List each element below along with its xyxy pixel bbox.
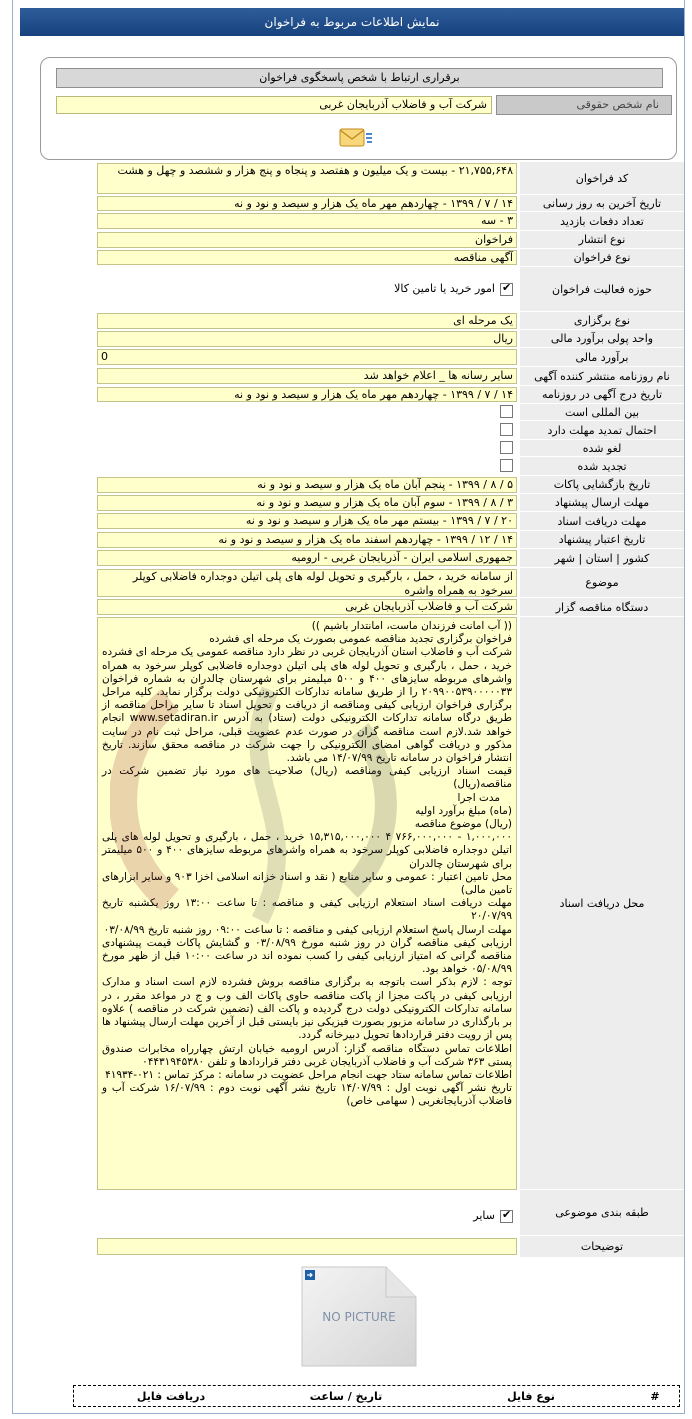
label-extension: احتمال تمدید مهلت دارد: [520, 421, 684, 440]
category-text: سایر: [473, 1209, 495, 1222]
window-title: نمایش اطلاعات مربوط به فراخوان: [20, 8, 684, 36]
description-line: مهلت ارسال پاسخ استعلام ارزیابی کیفی و مناقصه : تا ساعت ۰۹:۰۰ روز شنبه تاریخ ۰۳/۰۸/۹۹: [103, 923, 512, 936]
label-submit-deadline: مهلت ارسال پیشنهاد: [520, 494, 684, 512]
files-col-index: #: [650, 1389, 660, 1403]
description-line: (ماه) مبلغ برآورد اولیه: [415, 804, 512, 817]
doc-place-description: [97, 617, 517, 1190]
value-submit-deadline: ۳ / ۸ / ۱۳۹۹ - سوم آبان ماه یک هزار و سیصد و نود و نه: [97, 495, 517, 511]
category-checkbox[interactable]: [500, 1210, 513, 1223]
label-renewed: تجدید شده: [520, 457, 684, 476]
description-line: شرکت آب و فاضلاب استان آذربایجان غربی در نظر دارد مناقصه عمومی یک مرحله ای فشرده خرید ، حمل ، بارگیری و تحویل لوله های پلی اتیلن دوجداره فاضلابی کوپلر سرخود به همراه واشرهای مربوطه سایزهای ۴۰۰ و ۵۰۰ میلیمتر برای شهرستان چالدران به شماره فراخوان ۲۰۹۹۰۰۵۳۹۰۰۰۰۰۳۳ را از طریق سامانه تدارکات الکترونیکی دولت برگزار نماید. کلیه مراحل برگزاری فراخوان ارزیابی کیفی ومناقصه از دریافت و تحویل اسناد تا سایر مراحل مناقصه از طریق درگاه سامانه تدارکات الکترونیکی دولت (ستاد) به آدرس www.setadiran.ir انجام خواهد شد.لازم است مناقصه گران در صورت عدم عضویت قبلی، مراحل ثبت نام در سایت مذکور و دریافت گواهی امضای الکترونیکی را جهت شرکت در مناقصه محقق سازند. تاریخ انتشار فراخوان در سامانه تاریخ ۱۴/۰۷/۹۹ می باشد.: [102, 646, 512, 765]
files-table-header: [73, 1385, 680, 1407]
value-doc-deadline: ۲۰ / ۷ / ۱۳۹۹ - بیستم مهر ماه یک هزار و سیصد و نود و نه: [97, 513, 517, 529]
value-holding-type: یک مرحله ای: [97, 313, 517, 329]
value-location: جمهوری اسلامی ایران - آذربایجان غربی - ارومیه: [97, 550, 517, 566]
value-last-update: ۱۴ / ۷ / ۱۳۹۹ - چهاردهم مهر ماه یک هزار و سیصد و نود و نه: [97, 196, 517, 211]
label-estimate: برآورد مالی: [520, 348, 684, 367]
legal-person-value: شرکت آب و فاضلاب آذربایجان غربی: [56, 96, 492, 114]
description-line: مهلت دریافت اسناد استعلام ارزیابی کیفی و مناقصه : تا ساعت ۱۳:۰۰ روز یکشنبه تاریخ ۲۰/۰۷/۹۹: [102, 897, 512, 923]
no-picture-text: NO PICTURE: [322, 1310, 396, 1324]
description-line: ارزیابی کیفی مناقصه گران در روز شنبه مورخ ۰۳/۰۸/۹۹ و گشایش پاکات قیمت پیشنهادی مناقصه گرانی که امتیاز ارزیابی کیفی را کسب نموده اند در ساعت ۱۰:۰۰ قبل از ظهر مورخ ۰۵/۰۸/۹۹ خواهد بود.: [102, 936, 512, 976]
label-currency: واحد پولی برآورد مالی: [520, 330, 684, 348]
value-call-code: ۲۱,۷۵۵,۶۴۸ - بیست و یک میلیون و هفتصد و پنجاه و پنج هزار و ششصد و چهل و هشت: [97, 163, 517, 194]
files-col-datetime: تاریخ / ساعت: [309, 1389, 383, 1403]
label-notes: توضیحات: [520, 1236, 684, 1258]
value-call-type: آگهی مناقصه: [97, 250, 517, 265]
activity-scope-text: امور خرید یا تامین کالا: [394, 282, 495, 295]
label-newspaper: نام روزنامه منتشر کننده آگهی: [520, 367, 684, 386]
renewed-checkbox[interactable]: [500, 459, 513, 472]
description-line: مدت اجرا: [457, 791, 500, 804]
contact-header: برقراری ارتباط با شخص پاسخگوی فراخوان: [56, 68, 663, 88]
label-publish-type: نوع انتشار: [520, 231, 684, 249]
value-newspaper: سایر رسانه ها _ اعلام خواهد شد: [97, 368, 517, 384]
label-newspaper-date: تاریخ درج آگهی در روزنامه: [520, 386, 684, 404]
value-estimate: 0: [97, 349, 517, 365]
label-doc-place: محل دریافت اسناد: [520, 617, 684, 1190]
description-line: اطلاعات تماس دستگاه مناقصه گزار: آدرس ارومیه خیابان ارتش چهارراه مخابرات صندوق پستی ۳۶۳ شرکت آب و فاضلاب آذربایجان غربی دفتر قراردادها و تلفن ۰۴۴۳۱۹۴۵۳۸۰: [102, 1042, 512, 1068]
value-currency: ریال: [97, 331, 517, 347]
label-category: طبقه بندی موضوعی: [520, 1190, 684, 1236]
description-line: (( آب امانت فرزندان ماست، امانتدار باشیم )): [311, 620, 512, 632]
international-checkbox[interactable]: [500, 405, 513, 418]
value-notes: [97, 1238, 517, 1255]
label-international: بین المللی است: [520, 404, 684, 421]
files-col-download: دریافت فایل: [136, 1389, 206, 1403]
description-line: (ریال) موضوع مناقصه: [414, 818, 512, 831]
legal-person-label: نام شخص حقوقی: [496, 95, 672, 115]
description-line: فراخوان برگزاری تجدید مناقصه عمومی بصورت یک مرحله ای فشرده: [209, 633, 512, 646]
activity-scope-checkbox[interactable]: [500, 283, 513, 296]
label-opening-date: تاریخ بازگشایی پاکات: [520, 476, 684, 494]
value-opening-date: ۵ / ۸ / ۱۳۹۹ - پنجم آبان ماه یک هزار و سیصد و نود و نه: [97, 477, 517, 493]
value-subject: از سامانه خرید ، حمل ، بارگیری و تحویل لوله های پلی اتیلن دوجداره فاضلابی کوپلر سرخود به همراه واشره: [97, 569, 517, 597]
label-call-type: نوع فراخوان: [520, 249, 684, 267]
description-line: توجه : لازم بذکر است باتوجه به برگزاری مناقصه بروش فشرده لازم است اسناد و مدارک ارزیابی کیفی در پاکت مجزا از پاکت مناقصه حاوی پاکات الف وب و ج در مواعد مقرر ، در سامانه تدارکات الکترونیکی دولت درج گردیده و پاکت الف (تضمین شرکت در مناقصه ) علاوه بر بارگذاری در سامانه مزبور بصورت فیزیکی نیز بایستی قبل از آخرین مهلت ارسال پیشنهاد ها پس از رویت دفتر قراردادها تحویل دبیرخانه گردد.: [102, 976, 512, 1042]
value-organizer: شرکت آب و فاضلاب آذربایجان غربی: [97, 599, 517, 615]
label-cancelled: لغو شده: [520, 440, 684, 457]
contact-box: [40, 57, 677, 160]
files-col-type: نوع فایل: [507, 1389, 555, 1403]
label-subject: موضوع: [520, 568, 684, 598]
value-validity-date: ۱۴ / ۱۲ / ۱۳۹۹ - چهاردهم اسفند ماه یک هزار و سیصد و نود و نه: [97, 532, 517, 548]
extension-checkbox[interactable]: [500, 423, 513, 436]
label-location: کشور | استان | شهر: [520, 549, 684, 568]
value-newspaper-date: ۱۴ / ۷ / ۱۳۹۹ - چهاردهم مهر ماه یک هزار و سیصد و نود و نه: [97, 387, 517, 402]
label-doc-deadline: مهلت دریافت اسناد: [520, 512, 684, 531]
description-line: قیمت اسناد ارزیابی کیفی ومناقصه (ریال) صلاحیت های مورد نیاز تضمین شرکت در مناقصه(ریال): [102, 765, 512, 791]
description-line: اطلاعات تماس سامانه ستاد جهت انجام مراحل عضویت در سامانه : مرکز تماس : ۰۲۱-۴۱۹۳۴: [105, 1068, 512, 1081]
label-last-update: تاریخ آخرین به روز رسانی: [520, 195, 684, 212]
description-line: محل تامین اعتبار : عمومی و سایر منابع ( نقد و اسناد خزانه اسلامی اخزا ۹۰۳ و سایر ابزارهای تامین مالی): [102, 870, 512, 897]
label-call-code: کد فراخوان: [520, 162, 684, 195]
description-line: تاریخ نشر آگهی نوبت اول : ۱۴/۰۷/۹۹ تاریخ نشر آگهی نوبت دوم : ۱۶/۰۷/۹۹ شرکت آب و فاضلاب آذربایجانغربی ( سهامی خاص): [102, 1082, 512, 1108]
label-visit-count: تعداد دفعات بازدید: [520, 212, 684, 231]
label-activity-scope: حوزه فعالیت فراخوان: [520, 267, 684, 312]
label-validity-date: تاریخ اعتبار پیشنهاد: [520, 531, 684, 549]
label-holding-type: نوع برگزاری: [520, 312, 684, 330]
value-publish-type: فراخوان: [97, 232, 517, 248]
value-visit-count: ۳ - سه: [97, 213, 517, 229]
description-line: ۱,۰۰۰,۰۰۰ - ۷۶۶,۰۰۰,۰۰۰ ۴ ۱۵,۳۱۵,۰۰۰,۰۰۰ خرید ، حمل ، بارگیری و تحویل لوله های پلی اتیلن دوجداره فاضلابی کوپلر سرخود به همراه واشرهای مربوطه سایزهای ۴۰۰ و ۵۰۰ میلیمتر برای شهرستان چالدران: [102, 831, 513, 870]
label-organizer: دستگاه مناقصه گزار: [520, 598, 684, 617]
cancelled-checkbox[interactable]: [500, 441, 513, 454]
envelope-icon[interactable]: [339, 126, 373, 148]
